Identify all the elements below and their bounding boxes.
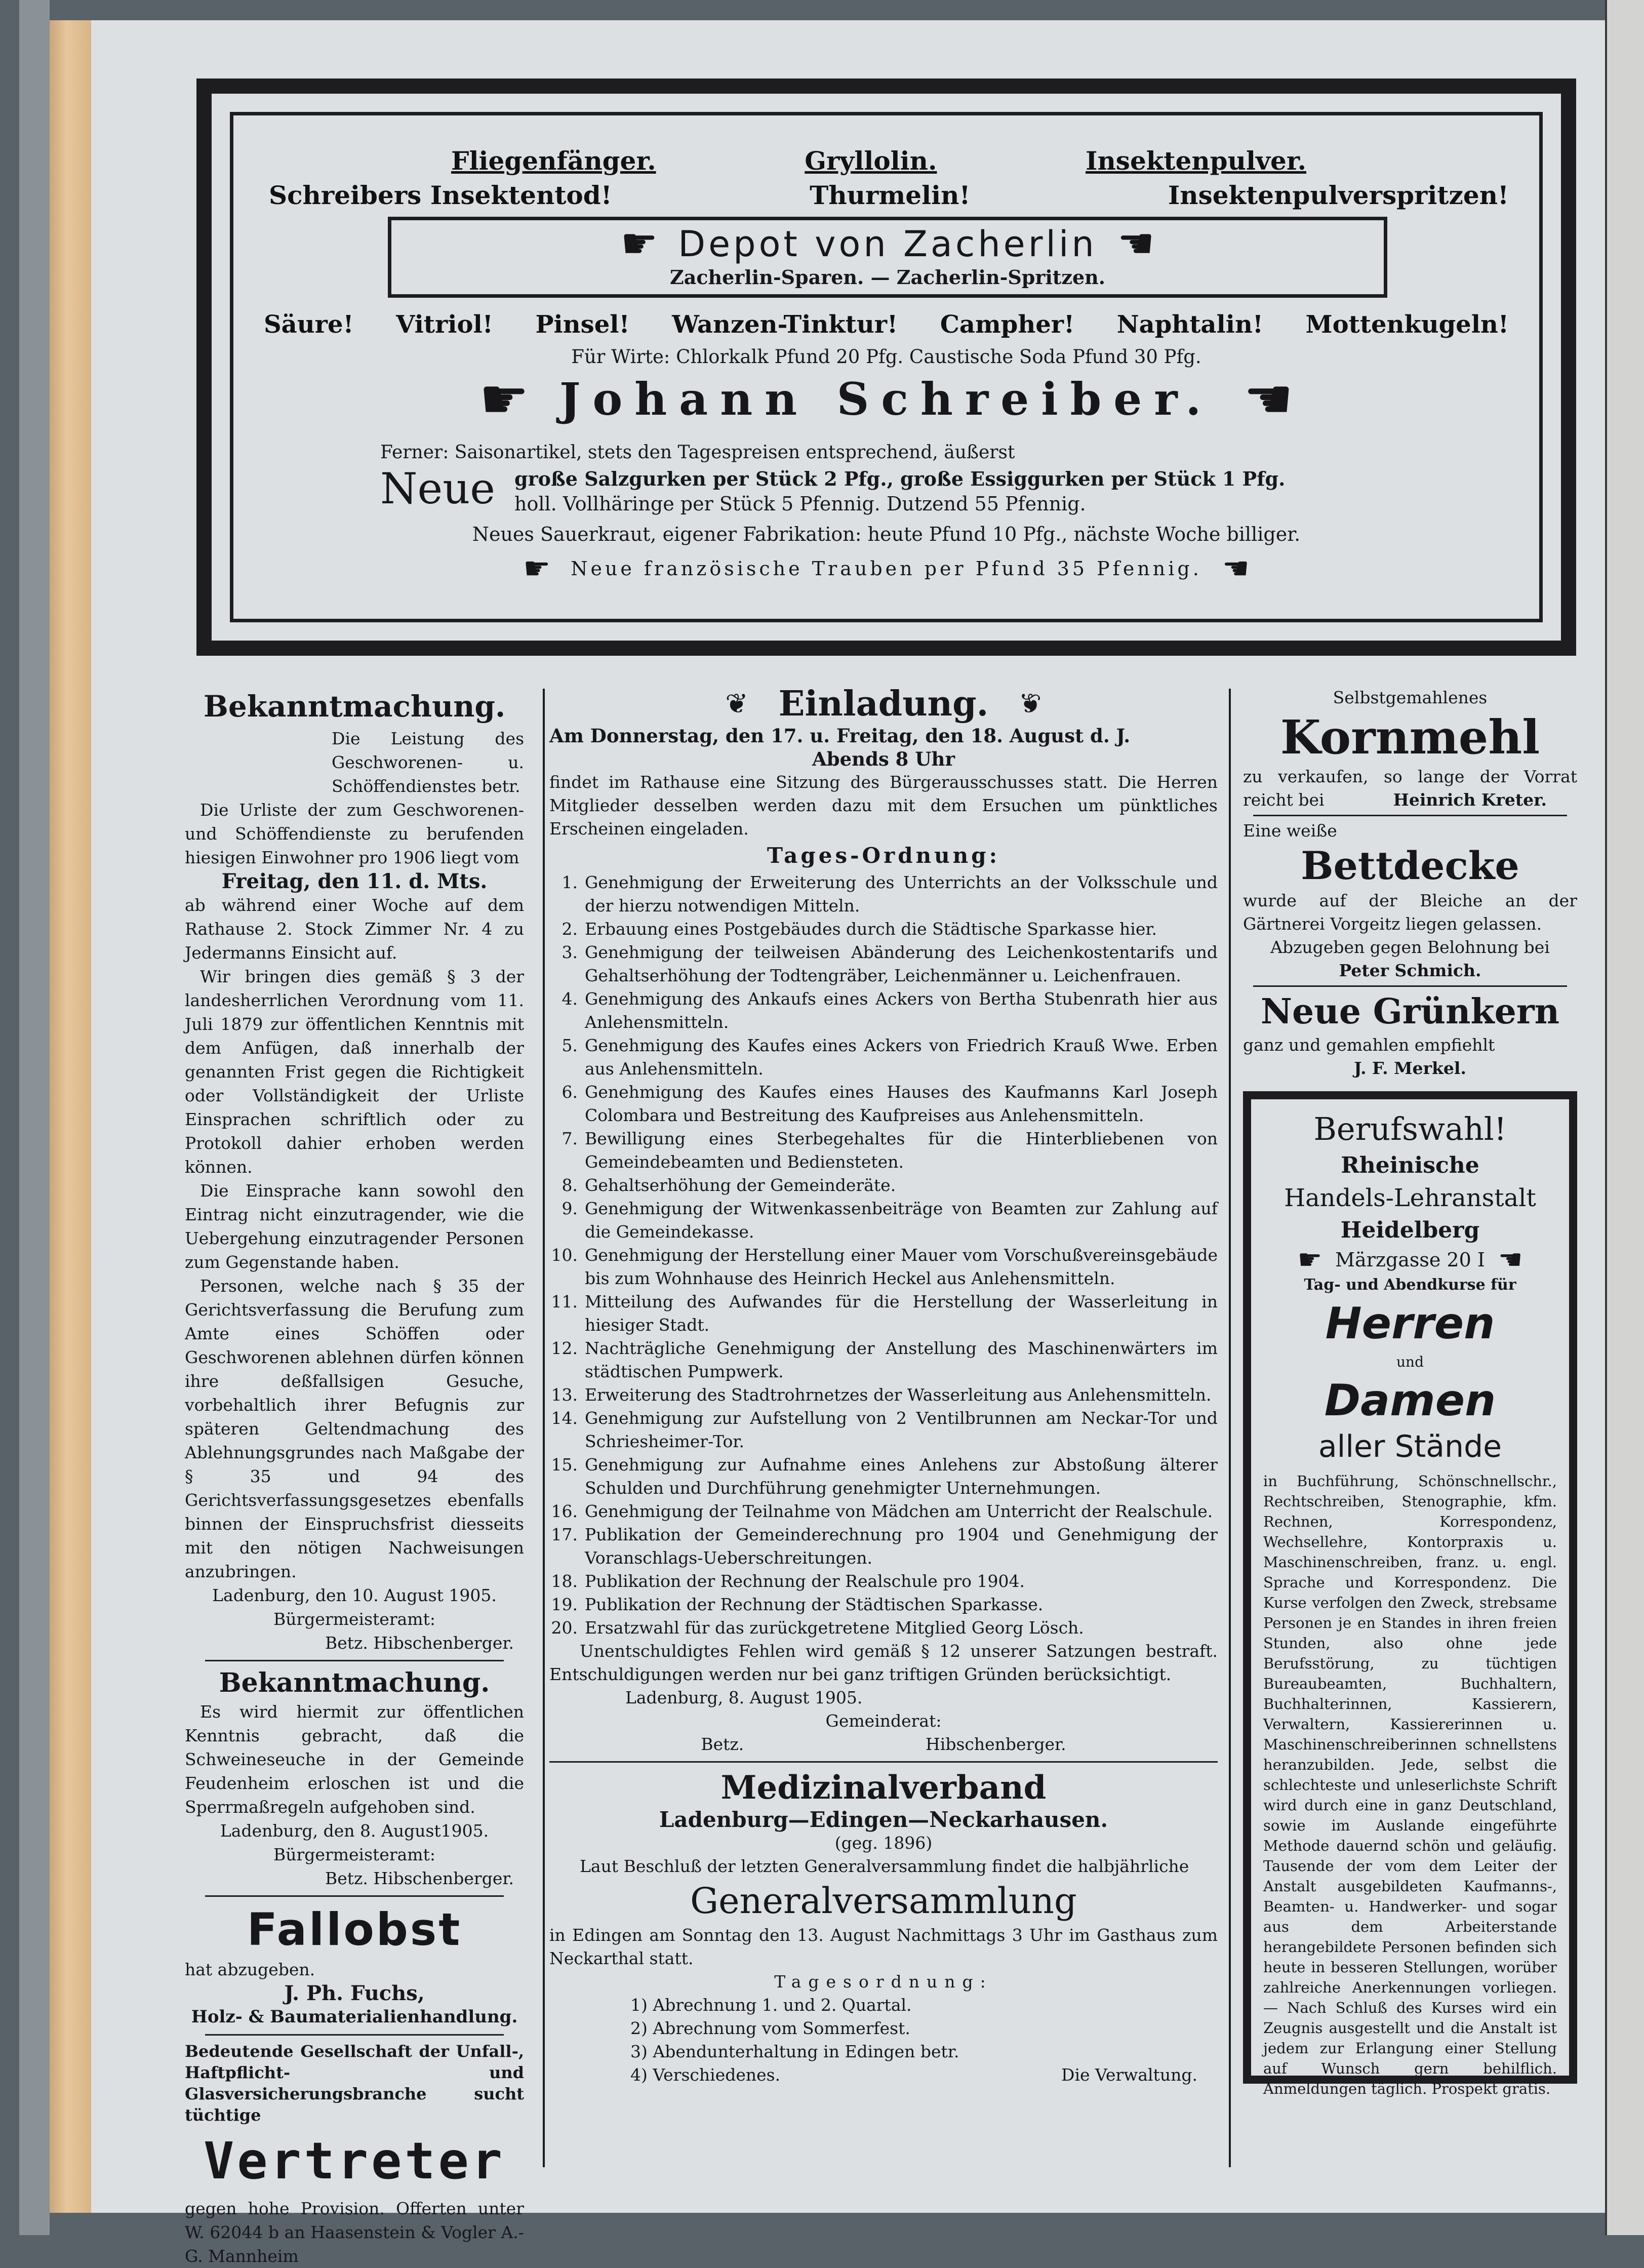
ad-item: Pinsel! bbox=[535, 310, 630, 339]
fuchs-business: Holz- & Baumaterialienhandlung. bbox=[191, 2007, 518, 2027]
berufswahl-title: Berufswahl! bbox=[1313, 1110, 1507, 1147]
office: Bürgermeisteramt: bbox=[273, 1845, 435, 1864]
agenda-text: Publikation der Gemeinderechnung pro 1904 und Genehmigung der Voranschlags-Ueberschreitungen. bbox=[585, 1525, 1218, 1568]
agenda-text: Genehmigung der Witwenkassenbeiträge von Beamten zur Zahlung auf die Gemeindekasse. bbox=[585, 1199, 1218, 1242]
list-item: 1) Abrechnung 1. und 2. Quartal. bbox=[630, 1995, 912, 2015]
berufswahl-text: in Buchführung, Schönschnellschr., Rechtschreiben, Stenographie, kfm. Rechnen, Korrespondenz, Wechsellehre, Kontorpraxis u. Maschinenschreiben, franz. u. engl. Sprache und Korrespondenz. Die Kurse verfolgen den Zweck, strebsame Personen je en Standes in ihren freien Stunden, also ohne jede Berufsstörung, zu tüchtigen Bureaubeamten, Buchhaltern, Buchhalterinnen, Kassierern, Verwaltern, Kassiererinnen u. Maschinenschreiberinnen schnellstens heranzubilden. Jede, selbst die schlechteste und unleserlichste Schrift wird durch eine in ganz Deutschland, sowie im Auslande eingeführte Methode dauernd schön und geläufig. Tausende der vom dem Leiter der Anstalt ausgebildeten Kaufmanns-, Beamten- u. Handwerker- und sogar aus dem Arbeiterstande herangebildete Personen befinden sich heute in besseren Stellungen, worüber zahlreiche Anerkennungen vorliegen. — Nach Schluß des Kurses wird ein Zeugnis ausgestellt und die Anstalt ist jedem zur Erlangung einer Stellung auf Wunsch gern behilflich. Anmeldungen täglich. Prospekt gratis. bbox=[1263, 1473, 1557, 2097]
divider bbox=[1253, 985, 1567, 987]
agenda-item bbox=[549, 1197, 1218, 1244]
fuchs-name: J. Ph. Fuchs, bbox=[284, 1981, 425, 2005]
agenda-text: Erweiterung des Stadtrohrnetzes der Wasserleitung aus Anlehensmitteln. bbox=[585, 1385, 1212, 1405]
agenda-item bbox=[549, 1290, 1218, 1337]
divider bbox=[1253, 815, 1567, 816]
top-advertisement bbox=[196, 78, 1576, 656]
invitation-text: findet im Rathause eine Sitzung des Bürgerausschusses statt. Die Herren Mitglieder desselben werden dazu mit dem Ersuchen um pünktliches Erscheinen eingeladen. bbox=[549, 772, 1218, 839]
agenda-title: Tages-Ordnung: bbox=[767, 843, 1000, 868]
office: Bürgermeisteramt: bbox=[273, 1609, 435, 1629]
wirte-line: Für Wirte: Chlorkalk Pfund 20 Pfg. Caustische Soda Pfund 30 Pfg. bbox=[571, 346, 1201, 368]
agenda-text: Genehmigung des Kaufes eines Hauses des Kaufmanns Karl Joseph Colombara und Bestreitung des Kaufpreises aus Anlehensmitteln. bbox=[585, 1082, 1218, 1125]
place-date: Ladenburg, den 8. August1905. bbox=[220, 1821, 489, 1841]
agenda-number: 10. bbox=[551, 1245, 578, 1265]
agenda-list bbox=[549, 871, 1218, 1640]
trauben-text: Neue französische Trauben per Pfund 35 Pfennig. bbox=[571, 558, 1202, 580]
signature: Hibschenberger. bbox=[926, 1734, 1066, 1754]
pointing-hand-icon: ☛ bbox=[479, 367, 529, 431]
paragraph: Die Urliste der zum Geschworenen- und Schöffendienste zu berufenden hiesigen Einwohner pro 1906 liegt vom bbox=[185, 800, 524, 867]
bekanntmachung-title: Bekanntmachung. bbox=[203, 689, 506, 724]
neue-line-2: holl. Vollhäringe per Stück 5 Pfennig. Dutzend 55 Pfennig. bbox=[514, 493, 1086, 515]
agenda-item bbox=[549, 1570, 1218, 1593]
agenda-text: Nachträgliche Genehmigung der Anstellung des Maschinenwärters im städtischen Pumpwerk. bbox=[585, 1338, 1218, 1381]
gruenkern-text: ganz und gemahlen empfiehlt bbox=[1243, 1035, 1495, 1055]
vertreter-text: gegen hohe Provision. Offerten unter W. 62044 b an Haasenstein & Vogler A.-G. Mannheim bbox=[185, 2199, 524, 2266]
pointing-hand-icon: ☛ bbox=[1498, 1244, 1523, 1276]
agenda-number: 2. bbox=[562, 919, 578, 939]
ad-item: Naphtalin! bbox=[1116, 310, 1263, 339]
pointing-hand-icon: ☛ bbox=[1222, 551, 1250, 586]
agenda-item bbox=[549, 1453, 1218, 1500]
paragraph: Wir bringen dies gemäß § 3 der landesherrlichen Verordnung vom 11. Juli 1879 zur öffentlichen Kenntnis mit dem Anfügen, daß innerhalb der genannten Frist gegen die Richtigkeit oder Vollständigkeit der Urliste Einsprachen schriftlich oder zu Protokoll dahier erhoben werden können. bbox=[185, 967, 524, 1177]
ad-item: Thurmelin! bbox=[810, 180, 971, 210]
agenda-number: 8. bbox=[562, 1175, 578, 1195]
depot-title: Depot von Zacherlin bbox=[678, 223, 1097, 265]
agenda-item bbox=[549, 1081, 1218, 1127]
agenda-item bbox=[549, 1523, 1218, 1570]
paragraph: in Edingen am Sonntag den 13. August Nachmittags 3 Uhr im Gasthaus zum Neckarthal statt. bbox=[549, 1925, 1218, 1968]
berufswahl-line: Handels-Lehranstalt bbox=[1284, 1184, 1536, 1212]
bettdecke-name: Peter Schmich. bbox=[1339, 961, 1481, 980]
ad-item: Mottenkugeln! bbox=[1305, 310, 1509, 339]
agenda-number: 5. bbox=[562, 1036, 578, 1055]
med-agenda-title: Tagesordnung: bbox=[774, 1972, 993, 1992]
agenda-number: 9. bbox=[562, 1199, 578, 1218]
trauben-line bbox=[233, 553, 1539, 584]
agenda-number: 18. bbox=[551, 1571, 578, 1591]
agenda-number: 20. bbox=[551, 1618, 578, 1638]
signatures bbox=[549, 1733, 1218, 1756]
agenda-item bbox=[549, 1034, 1218, 1081]
kornmehl-text: zu verkaufen, so lange der Vorrat reicht bei bbox=[1243, 767, 1577, 810]
ad-item: Campher! bbox=[940, 310, 1075, 339]
founding-year: (geg. 1896) bbox=[834, 1833, 933, 1853]
paragraph: ab während einer Woche auf dem Rathause 2. Stock Zimmer Nr. 4 zu Jedermanns Einsicht auf. bbox=[185, 895, 524, 963]
agenda-item bbox=[549, 1337, 1218, 1383]
pointing-hand-icon: ☛ bbox=[1297, 1244, 1322, 1276]
place-date: Ladenburg, den 10. August 1905. bbox=[212, 1585, 497, 1605]
right-column bbox=[1243, 686, 1577, 2097]
berufswahl-line: Heidelberg bbox=[1340, 1217, 1480, 1243]
pointing-hand-icon: ☛ bbox=[1244, 367, 1294, 431]
ad-item: Gryllolin. bbox=[805, 146, 937, 176]
agenda-text: Genehmigung der Erweiterung des Unterrichts an der Volksschule und der hierzu notwendigen Mitteln. bbox=[585, 872, 1218, 916]
agenda-item bbox=[549, 1127, 1218, 1174]
bettdecke-pretitle: Eine weiße bbox=[1243, 821, 1337, 841]
kornmehl-name: Heinrich Kreter. bbox=[1393, 790, 1547, 810]
depot-box bbox=[388, 217, 1387, 298]
meeting-date: Am Donnerstag, den 17. u. Freitag, den 18. August d. J. bbox=[549, 725, 1131, 747]
kornmehl-pretitle: Selbstgemahlenes bbox=[1333, 688, 1488, 707]
agenda-number: 15. bbox=[551, 1455, 578, 1475]
agenda-number: 19. bbox=[551, 1595, 578, 1614]
ad-item: Fliegenfänger. bbox=[451, 146, 656, 176]
date-highlight: Freitag, den 11. d. Mts. bbox=[221, 869, 488, 893]
agenda-text: Genehmigung zur Aufnahme eines Anlehens zur Abstoßung älterer Schulden und Durchführung genehmigter Unternehmungen. bbox=[585, 1455, 1218, 1498]
paragraph: Laut Beschluß der letzten Generalversammlung findet die halbjährliche bbox=[580, 1856, 1189, 1876]
agenda-number: 7. bbox=[562, 1129, 578, 1148]
fallobst-title: Fallobst bbox=[247, 1903, 462, 1956]
ad-item: Wanzen-Tinktur! bbox=[672, 310, 898, 339]
herren-title: Herren bbox=[1325, 1298, 1495, 1349]
divider bbox=[549, 1761, 1218, 1763]
agenda-text: Genehmigung zur Aufstellung von 2 Ventilbrunnen am Neckar-Tor und Schriesheimer-Tor. bbox=[585, 1408, 1218, 1451]
agenda-item bbox=[549, 1407, 1218, 1453]
agenda-text: Genehmigung des Ankaufs eines Ackers von Bertha Stubenrath hier aus Anlehensmitteln. bbox=[585, 989, 1218, 1032]
agenda-item bbox=[549, 1616, 1218, 1640]
ad-inner-border bbox=[230, 112, 1543, 622]
name-line bbox=[233, 367, 1539, 431]
agenda-text: Publikation der Rechnung der Realschule pro 1904. bbox=[585, 1571, 1025, 1591]
signature: Betz. Hibschenberger. bbox=[325, 1868, 514, 1888]
agenda-text: Genehmigung der Herstellung einer Mauer vom Vorschußvereinsgebäude bis zum Wohnhause des Heinrich Heckel aus Anlehensmitteln. bbox=[585, 1245, 1218, 1288]
agenda-item bbox=[549, 871, 1218, 918]
medizinalverband-subtitle: Ladenburg—Edingen—Neckarhausen. bbox=[659, 1807, 1108, 1832]
middle-column bbox=[549, 684, 1218, 2087]
agenda-item bbox=[549, 918, 1218, 941]
agenda-text: Bewilligung eines Sterbegehaltes für die Hinterbliebenen von Gemeindebeamten und Bediensteten. bbox=[585, 1129, 1218, 1172]
column-divider bbox=[1229, 689, 1231, 2167]
ad-row-1 bbox=[233, 146, 1539, 176]
gruenkern-name: J. F. Merkel. bbox=[1354, 1058, 1466, 1078]
berufswahl-line: Rheinische bbox=[1341, 1152, 1479, 1178]
damen-title: Damen bbox=[1324, 1375, 1496, 1426]
divider bbox=[205, 1895, 504, 1897]
ad-item: Säure! bbox=[264, 310, 354, 339]
agenda-text: Publikation der Rechnung der Städtischen Sparkasse. bbox=[585, 1595, 1044, 1614]
ferner-line: Ferner: Saisonartikel, stets den Tagespreisen entsprechend, äußerst bbox=[380, 442, 1015, 463]
page-edges bbox=[50, 20, 93, 2213]
generalversammlung-title: Generalversammlung bbox=[690, 1880, 1077, 1922]
agenda-text: Erbauung eines Postgebäudes durch die Städtische Sparkasse hier. bbox=[585, 919, 1157, 939]
agenda-text: Gehaltserhöhung der Gemeinderäte. bbox=[585, 1175, 896, 1195]
place-date: Ladenburg, 8. August 1905. bbox=[625, 1688, 863, 1707]
bekanntmachung-subject: Die Leistung des Geschworenen- u. Schöffendienstes betr. bbox=[332, 729, 524, 796]
agenda-text: Genehmigung der teilweisen Abänderung des Leichenkostentarifs und Gehaltserhöhung der Todtengräber, Leichenmänner u. Leichenfrauen. bbox=[585, 942, 1218, 985]
divider bbox=[205, 2034, 504, 2036]
sauerkraut-line: Neues Sauerkraut, eigener Fabrikation: heute Pfund 10 Pfg., nächste Woche billiger. bbox=[472, 523, 1301, 545]
agenda-number: 12. bbox=[551, 1338, 578, 1358]
bekanntmachung-title: Bekanntmachung. bbox=[219, 1667, 490, 1698]
list-item: 4) Verschiedenes. bbox=[630, 2065, 781, 2085]
medizinalverband-title: Medizinalverband bbox=[720, 1769, 1047, 1807]
council-label: Gemeinderat: bbox=[825, 1711, 942, 1731]
paragraph: Es wird hiermit zur öffentlichen Kenntnis gebracht, daß die Schweineseuche in der Gemeinde Feudenheim erloschen ist und die Sperrmaßregeln aufgehoben sind. bbox=[185, 1702, 524, 1817]
depot-subtitle: Zacherlin-Sparen. — Zacherlin-Spritzen. bbox=[670, 266, 1105, 289]
list-item: 3) Abendunterhaltung in Edingen betr. bbox=[630, 2042, 959, 2061]
left-column bbox=[185, 686, 524, 2268]
ornament-icon: ❦ bbox=[725, 688, 748, 720]
address: Märzgasse 20 I bbox=[1335, 1249, 1485, 1271]
ad-item: Insektenpulverspritzen! bbox=[1168, 180, 1509, 210]
adjacent-page bbox=[1605, 0, 1644, 2235]
agenda-text: Genehmigung der Teilnahme von Mädchen am Unterricht der Realschule. bbox=[585, 1501, 1213, 1521]
agenda-item bbox=[549, 941, 1218, 987]
agenda-text: Mitteilung des Aufwandes für die Herstellung der Wasserleitung in hiesiger Stadt. bbox=[585, 1292, 1218, 1335]
agenda-number: 1. bbox=[562, 872, 578, 892]
vertreter-title: Vertreter bbox=[204, 2131, 505, 2191]
agenda-number: 14. bbox=[551, 1408, 578, 1428]
ad-item: Insektenpulver. bbox=[1086, 146, 1306, 176]
agenda-number: 13. bbox=[551, 1385, 578, 1405]
column-divider bbox=[543, 689, 545, 2167]
einladung-header bbox=[549, 684, 1218, 724]
und-label: und bbox=[1396, 1354, 1424, 1370]
bettdecke-text: wurde auf der Bleiche an der Gärtnerei Vorgeitz liegen gelassen. bbox=[1243, 891, 1577, 934]
agenda-item bbox=[549, 1244, 1218, 1290]
einladung-title: Einladung. bbox=[778, 684, 989, 724]
ad-row-2 bbox=[233, 180, 1539, 210]
insurance-text: Bedeutende Gesellschaft der Unfall-, Haftpflicht- und Glasversicherungsbranche sucht tüchtige bbox=[185, 2042, 524, 2125]
berufswahl-ad bbox=[1243, 1091, 1577, 2097]
ad-item: Schreibers Insektentod! bbox=[269, 180, 612, 210]
agenda-number: 16. bbox=[551, 1501, 578, 1521]
agenda-text: Ersatzwahl für das zurückgetretene Mitglied Georg Lösch. bbox=[585, 1618, 1084, 1638]
agenda-item bbox=[549, 1383, 1218, 1407]
neue-line-1: große Salzgurken per Stück 2 Pfg., große Essiggurken per Stück 1 Pfg. bbox=[514, 467, 1286, 490]
paragraph: Personen, welche nach § 35 der Gerichtsverfassung die Berufung zum Amte eines Schöffen oder Geschworenen ablehnen dürfen können ihre deßfallsigen Gesuche, vorbehaltlich ihrer Befugnis zur späteren Geltendmachung des Ablehnungsgrundes nach Maßgabe der § 35 und 94 des Gerichtsverfassungsgesetzes ebenfalls binnen der Einspruchsfrist diesseits mit den nötigen Nachweisungen anzubringen. bbox=[185, 1276, 524, 1581]
kornmehl-title: Kornmehl bbox=[1280, 710, 1540, 765]
merchant-name: Johann Schreiber. bbox=[559, 373, 1214, 425]
gruenkern-title: Neue Grünkern bbox=[1260, 991, 1560, 1032]
staende-title: aller Stände bbox=[1318, 1429, 1502, 1464]
agenda-item bbox=[549, 1500, 1218, 1523]
agenda-number: 11. bbox=[551, 1292, 578, 1311]
agenda-number: 6. bbox=[562, 1082, 578, 1102]
meeting-time: Abends 8 Uhr bbox=[812, 748, 955, 770]
bettdecke-text-2: Abzugeben gegen Belohnung bei bbox=[1270, 937, 1550, 957]
paragraph: Die Einsprache kann sowohl den Eintrag nicht einzutragender, wie die Uebergehung einzutragender Personen zum Gegenstande haben. bbox=[185, 1181, 524, 1272]
pointing-hand-icon: ☛ bbox=[620, 220, 658, 268]
ad-row-3 bbox=[233, 310, 1539, 339]
fallobst-text: hat abzugeben. bbox=[185, 1960, 315, 1979]
ornament-icon: ❦ bbox=[1019, 688, 1042, 720]
courses: Tag- und Abendkurse für bbox=[1304, 1276, 1516, 1294]
neue-label: Neue bbox=[380, 464, 496, 513]
signature: Betz. bbox=[701, 1734, 744, 1754]
agenda-item bbox=[549, 1174, 1218, 1197]
agenda-item bbox=[549, 1593, 1218, 1616]
agenda-text: Genehmigung des Kaufes eines Ackers von Friedrich Krauß Wwe. Erben aus Anlehensmitteln. bbox=[585, 1036, 1218, 1079]
agenda-number: 4. bbox=[562, 989, 578, 1009]
address-line bbox=[1263, 1246, 1557, 1274]
pointing-hand-icon: ☛ bbox=[1117, 220, 1155, 268]
agenda-number: 17. bbox=[551, 1525, 578, 1544]
agenda-number: 3. bbox=[562, 942, 578, 962]
pointing-hand-icon: ☛ bbox=[523, 551, 551, 586]
signature: Die Verwaltung. bbox=[1061, 2065, 1197, 2085]
closing-text: Unentschuldigtes Fehlen wird gemäß § 12 unserer Satzungen bestraft. Entschuldigungen werden nur bei ganz triftigen Gründen berücksichtigt. bbox=[549, 1641, 1218, 1684]
agenda-item bbox=[549, 987, 1218, 1034]
signature: Betz. Hibschenberger. bbox=[325, 1633, 514, 1653]
divider bbox=[205, 1660, 504, 1661]
book-gutter bbox=[19, 0, 50, 2235]
ad-item: Vitriol! bbox=[396, 310, 493, 339]
bettdecke-title: Bettdecke bbox=[1301, 843, 1519, 888]
list-item: 2) Abrechnung vom Sommerfest. bbox=[630, 2018, 910, 2038]
